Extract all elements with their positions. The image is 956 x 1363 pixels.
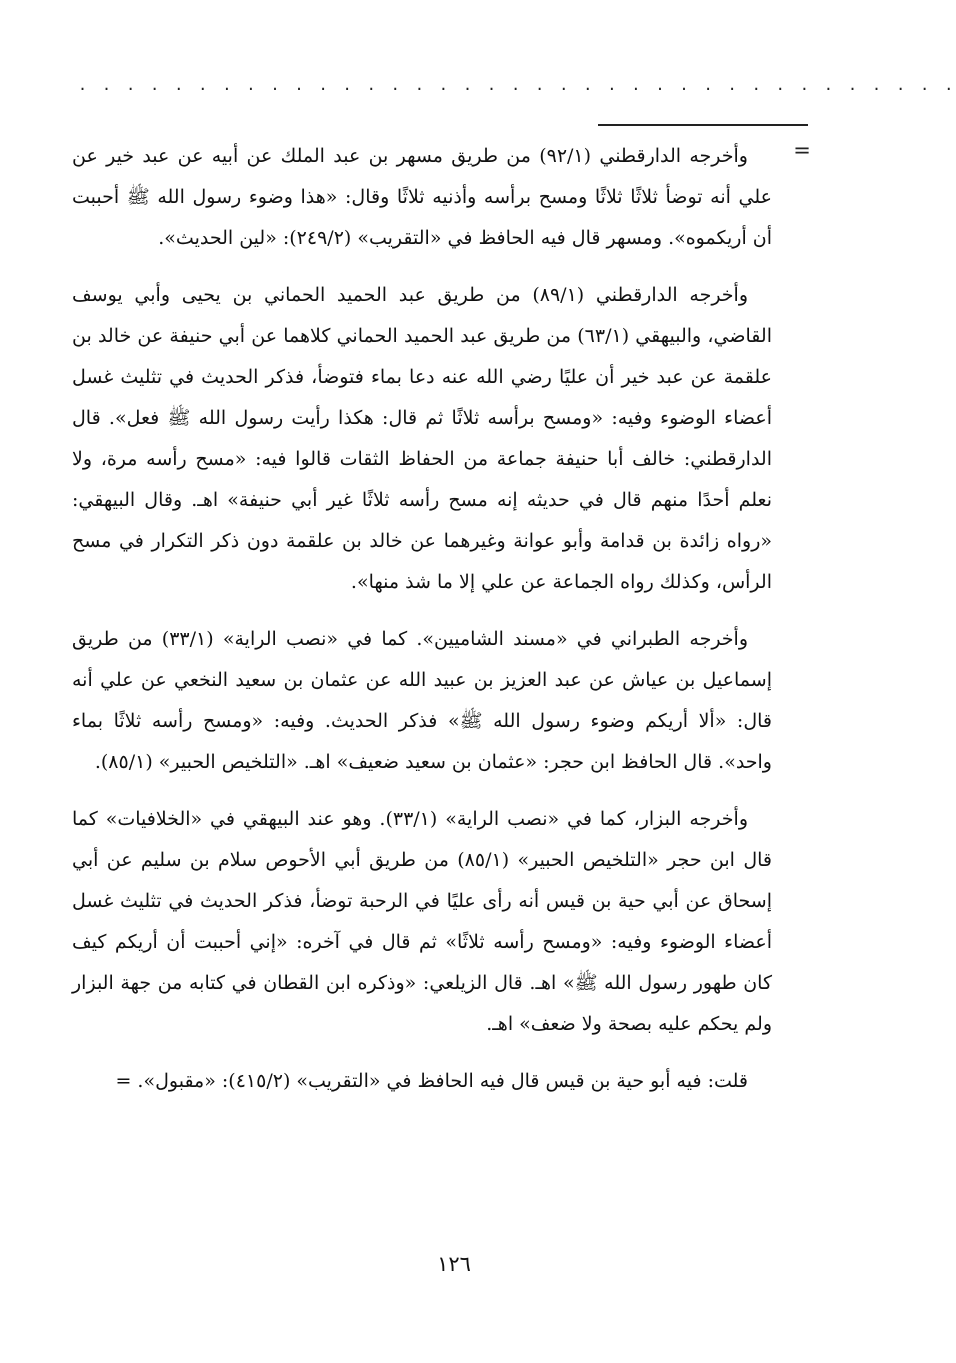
- footnote-paragraph-2: وأخرجه الدارقطني (٨٩/١) من طريق عبد الحميد الحماني بن يحيى وأبي يوسف القاضي، والبيهقي (٦٣/١) من طريق عبد الحميد الحماني كلاهما عن أبي حنيفة عن خالد بن علقمة عن عبد خير أن عليًا رضي الله عنه دعا بماء فتوضأ، فذكر الحديث في تثليث غسل أعضاء الوضوء وفيه: «ومسح برأسه ثلاثًا ثم قال: هكذا رأيت رسول الله ﷺ فعل». قال الدارقطني: خالف أبا حنيفة جماعة من الحفاظ الثقات قالوا فيه: «مسح رأسه مرة، ولا نعلم أحدًا منهم قال في حديثه إنه مسح رأسه ثلاثًا غير أبي حنيفة» اهـ. وقال البيهقي: «رواه زائدة بن قدامة وأبو عوانة وغيرهما عن خالد بن علقمة دون ذكر التكرار في مسح الرأس، وكذلك رواه الجماعة عن علي إلا ما شذ منها».: [72, 284, 772, 593]
- footnote-rule: [598, 124, 808, 126]
- footnote-paragraph-1: وأخرجه الدارقطني (٩٢/١) من طريق مسهر بن عبد الملك عن أبيه عن عبد خير عن علي أنه توضأ ثلاثًا ثلاثًا ومسح برأسه وأذنيه ثلاثًا وقال: «هذا وضوء رسول الله ﷺ أحببت أن أريكموه». ومسهر قال فيه الحافظ في «التقريب» (٢٤٩/٢): «لين الحديث».: [72, 145, 772, 249]
- footnote-paragraph-4: وأخرجه البزار، كما في «نصب الراية» (٣٣/١). وهو عند البيهقي في «الخلافيات» كما قال ابن حجر «التلخيص الحبير» (٨٥/١) من طريق أبي الأحوص سلام بن سليم عن أبي إسحاق عن أبي حية بن قيس أنه رأى عليًا في الرحبة توضأ، فذكر الحديث في تثليث غسل أعضاء الوضوء وفيه: «ومسح رأسه ثلاثًا» ثم قال في آخره: «إني أحببت أن أريكم كيف كان طهور رسول الله ﷺ» اهـ. قال الزيلعي: «وذكره ابن القطان في كتابه من جهة البزار ولم يحكم عليه بصحة ولا ضعف» اهـ.: [72, 808, 772, 1035]
- page-number: ١٢٦: [437, 1252, 471, 1276]
- footnote-continuation-mark: =: [793, 138, 811, 162]
- footnotes-section: [72, 136, 772, 1118]
- dotted-separator: · · · · · · · · · · · · · · · · · · · · · · · · · · · · · · · · · · · · ·: [78, 80, 956, 98]
- footnote-paragraph-3: وأخرجه الطبراني في «مسند الشاميين». كما في «نصب الراية» (٣٣/١) من طريق إسماعيل بن عياش عن عبد العزيز بن عبيد الله عن عثمان بن سعيد النخعي عن علي أنه قال: «ألا أريكم وضوء رسول الله ﷺ» فذكر الحديث. وفيه: «ومسح رأسه ثلاثًا بماء واحد». قال الحافظ ابن حجر: «عثمان بن سعيد ضعيف» اهـ. «التلخيص الحبير» (٨٥/١).: [72, 628, 772, 773]
- footnote-paragraph-5: قلت: فيه أبو حية بن قيس قال فيه الحافظ في «التقريب» (٤١٥/٢): «مقبول». =: [115, 1070, 748, 1092]
